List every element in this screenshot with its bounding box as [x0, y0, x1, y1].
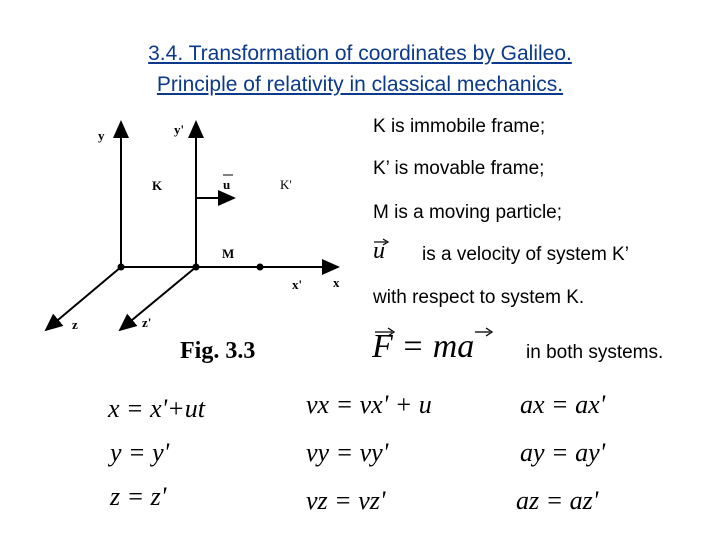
eq-vy	[306, 438, 388, 468]
eq-z: z = z'	[110, 482, 167, 511]
u-symbol-text: u	[373, 238, 385, 264]
title-line-1: 3.4. Transformation of coordinates by Galileo.	[148, 42, 572, 65]
origin-K-prime	[193, 264, 200, 271]
label-x: x	[333, 275, 340, 290]
label-K: K	[152, 178, 163, 193]
text-K-prime-movable: K’ is movable frame;	[373, 158, 545, 179]
text-M-particle: M is a moving particle;	[373, 202, 563, 223]
eq-vz-text: vz = vz'	[306, 486, 386, 515]
label-z: z	[72, 317, 78, 332]
eq-y: y = y'	[110, 438, 170, 467]
text-respect: with respect to system K.	[373, 287, 585, 308]
title-line-2: Principle of relativity in classical mechanics.	[156, 73, 564, 96]
z-axis	[46, 267, 121, 330]
label-x-prime: x'	[292, 277, 303, 292]
figure-caption: Fig. 3.3	[180, 338, 256, 364]
u-vector-symbol	[373, 238, 385, 265]
text-K-immobile: K is immobile frame;	[373, 116, 546, 137]
label-K-prime: K'	[280, 177, 292, 192]
eq-vx-text: vx = vx' + u	[306, 390, 432, 419]
label-M: M	[222, 246, 235, 261]
z-prime-axis	[120, 267, 196, 330]
label-y: y	[98, 128, 105, 143]
label-y-prime: y'	[174, 122, 185, 137]
newton-second-law	[372, 328, 474, 366]
vector-arrows	[372, 326, 512, 338]
label-u: u	[223, 177, 231, 192]
slide-title	[0, 38, 720, 100]
u-vector-arrow	[373, 238, 389, 246]
label-z-prime: z'	[142, 315, 152, 330]
text-velocity: is a velocity of system K’	[422, 244, 629, 265]
origin-K	[118, 264, 125, 271]
eq-az: az = az'	[516, 486, 599, 515]
eq-vz	[306, 486, 385, 516]
text-both-systems: in both systems.	[526, 342, 664, 363]
eq-ay: ay = ay'	[520, 438, 606, 467]
particle-M	[257, 264, 264, 271]
eq-x: x = x'+ut	[108, 394, 205, 423]
coordinate-frames-diagram	[38, 112, 358, 370]
newton-formula-text: F = ma	[372, 328, 475, 365]
frames-svg	[38, 112, 358, 370]
eq-vy-text: vy = vy'	[306, 438, 389, 467]
eq-ax: ax = ax'	[520, 390, 606, 419]
eq-vx	[306, 390, 432, 420]
